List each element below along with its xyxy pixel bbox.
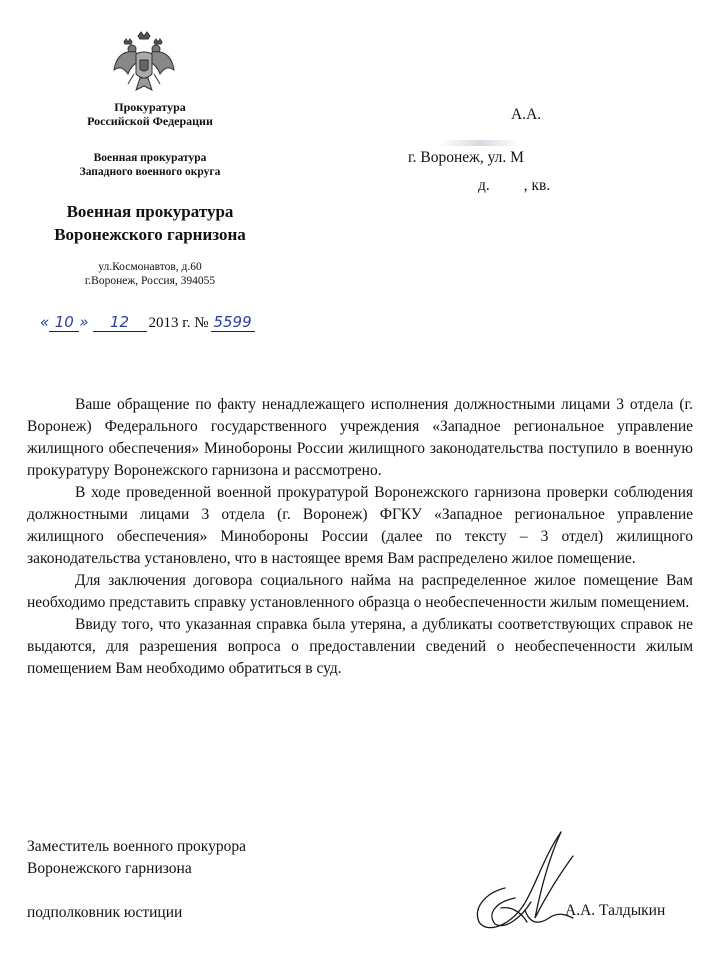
signatory-title-line-1: Заместитель военного прокурора [27,838,246,855]
org-header-department [60,151,240,179]
date-year-number-label: 2013 г. № [148,315,209,331]
recipient-apt-label: , кв. [523,177,551,194]
dept-line-2: Западного военного округа [79,166,221,178]
body-paragraph-2: В ходе проведенной военной прокуратурой Воронежского гарнизона проверки соблюдения должностными лицами 3 отдела (г. Воронеж) ФГКУ «Западное региональное управление жилищного обеспечения» Минобороны России (далее по тексту – 3 отдел) жилищного законодательства установлено, что в настоящее время Вам распределено жилое помещение. [27,484,693,567]
date-number-line [40,313,270,335]
date-day: 10 [49,313,79,332]
recipient-house [478,177,550,195]
date-month: 12 [93,313,147,332]
org-line-1: Прокуратура [114,100,186,114]
signatory-title-line-2: Воронежского гарнизона [27,860,192,877]
letter-body [27,394,693,680]
address-line-1: ул.Космонавтов, д.60 [98,261,202,273]
coat-of-arms-emblem [112,30,176,100]
body-paragraph-3: Для заключения договора социального найма на распределенное жилое помещение Вам необходимо представить справку установленного образца о необеспеченности жилым помещением. [27,572,693,611]
date-close-quote: » [79,313,89,331]
org-header-office [20,200,280,246]
date-open-quote: « [40,313,50,331]
recipient-street: г. Воронеж, ул. М [408,149,524,166]
signatory-name: А.А. Талдыкин [565,902,666,919]
org-line-2: Российской Федерации [87,114,213,128]
document-number: 5599 [211,313,255,332]
dept-line-1: Военная прокуратура [93,152,207,164]
office-address [60,260,240,288]
body-paragraph-1: Ваше обращение по факту ненадлежащего исполнения должностными лицами 3 отдела (г. Воронеж) Федерального государственного учреждения «Западное региональное управление жилищного обеспечения» Минобороны России жилищного законодательства поступило в военную прокуратуру Воронежского гарнизона и рассмотрено. [27,396,693,479]
body-paragraph-4: Ввиду того, что указанная справка была утеряна, а дубликаты соответствующих справок не выдаются, для разрешения вопроса о предоставлении сведений о необеспеченности жилым помещением Вам необходимо обратиться в суд. [27,616,693,677]
org-header-prosecutor [60,100,240,128]
recipient-house-label: д. [478,177,490,194]
office-line-1: Военная прокуратура [66,202,234,221]
address-line-2: г.Воронеж, Россия, 394055 [84,275,216,287]
recipient-name: А.А. [511,106,542,123]
signatory-rank: подполковник юстиции [27,904,183,921]
office-line-2: Воронежского гарнизона [54,225,246,244]
signatory-title [27,836,246,880]
